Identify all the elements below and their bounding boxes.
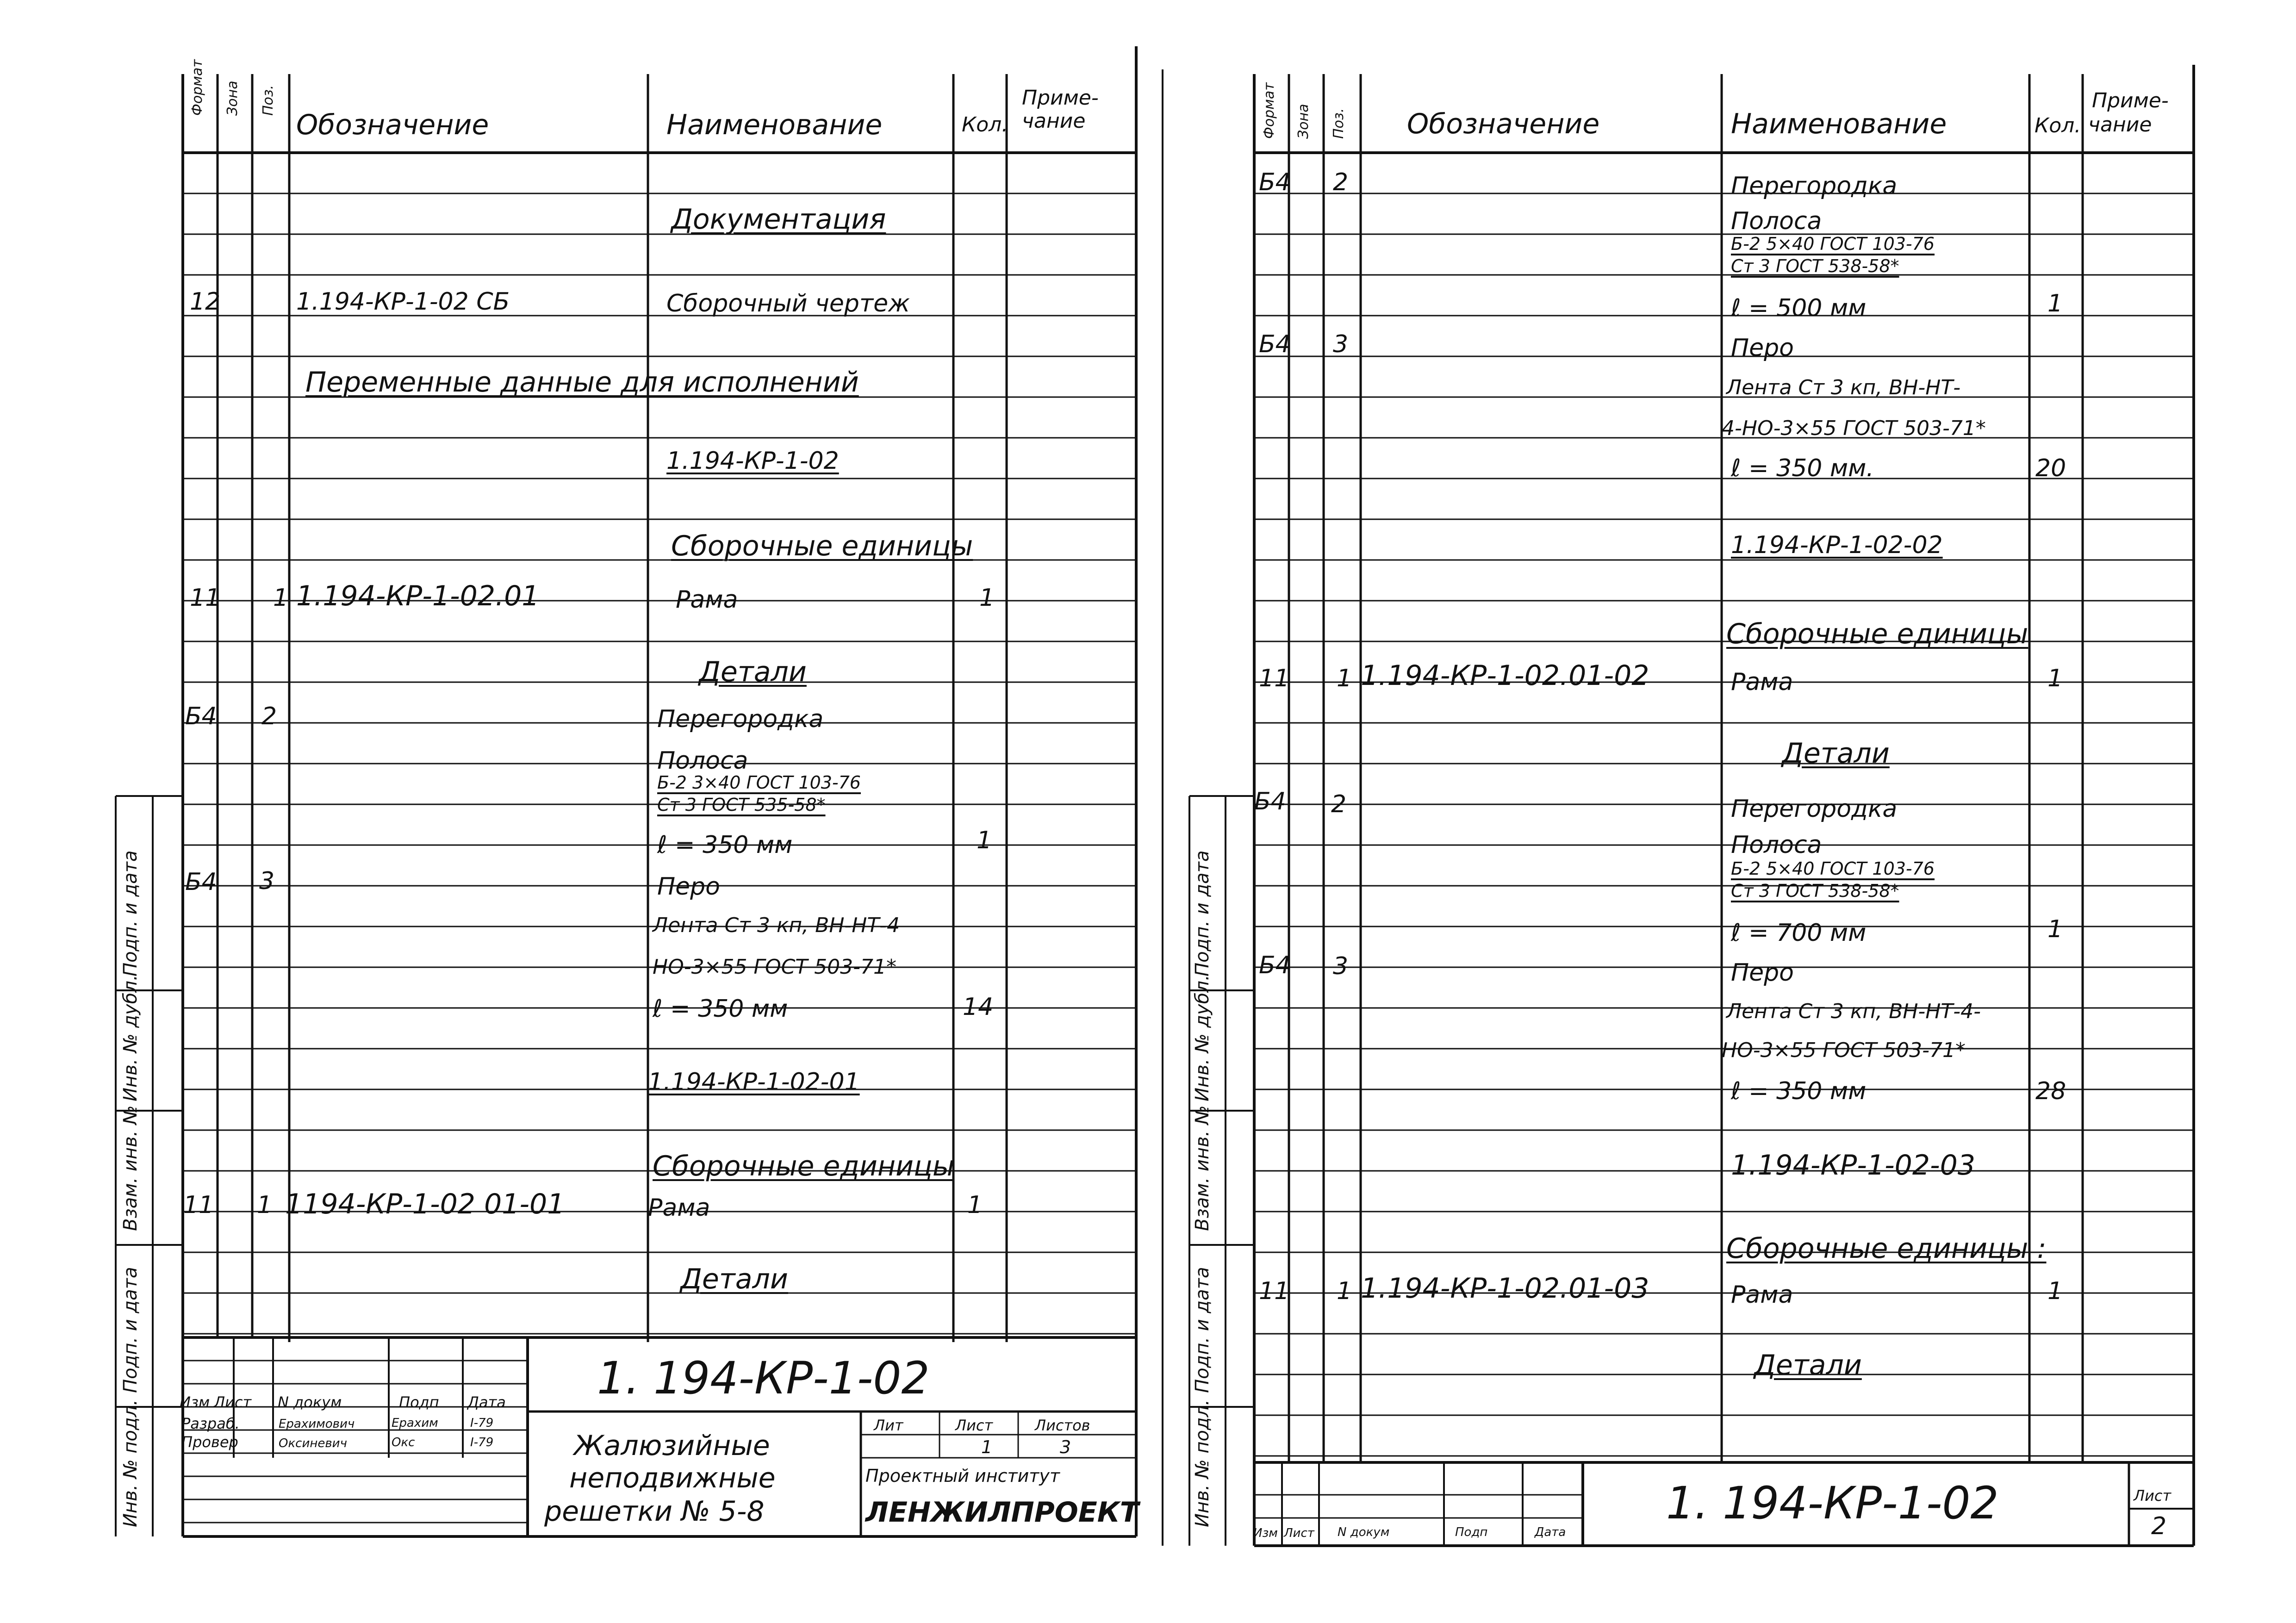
header-designation: Обозначение: [296, 109, 489, 141]
part2-format: Б4: [185, 703, 217, 730]
s2-side-inv-dubl: Инв. № дубл.: [1192, 975, 1213, 1101]
header-format: Формат: [189, 59, 205, 116]
s2-length-350c: ℓ = 350 мм.: [1731, 454, 1874, 482]
tb-col-ndokum: N докум: [278, 1393, 342, 1411]
s2-part2b-format: Б4: [1254, 788, 1286, 815]
frame-b-qty: 1: [967, 1191, 983, 1219]
s2-section-details-c: Детали: [1782, 737, 1890, 770]
s2-length-350d: ℓ = 350 мм: [1731, 1077, 1867, 1105]
s2-strip-a2: Б-2 5×40 ГОСТ 103-76: [1731, 234, 1935, 254]
s2-frame-c-qty: 1: [2047, 665, 2063, 692]
frame-b-name: Рама: [648, 1194, 710, 1222]
s2-tb-list-val: 2: [2151, 1512, 2167, 1540]
side-sign-date-bottom: Подп. и дата: [120, 1267, 141, 1393]
tb-razrab-sign: Ерахим: [392, 1416, 438, 1430]
tb-razrab-date: I-79: [470, 1416, 494, 1430]
s2-part3a-name: Перо: [1731, 334, 1794, 362]
header-zone-2: Зона: [1295, 104, 1312, 139]
tb-lit: Лит: [874, 1417, 903, 1434]
section-details-a: Детали: [699, 656, 807, 688]
tape-1: Лента Ст 3 кп, ВН-НТ-4: [653, 914, 900, 937]
s2-tb-col-izm: Изм: [1253, 1526, 1278, 1540]
tape-2: НО-3×55 ГОСТ 503-71*: [653, 955, 897, 979]
s2-tb-col-data: Дата: [1535, 1525, 1566, 1539]
s2-title-doc-number: 1. 194-КР-1-02: [1666, 1477, 1999, 1529]
section-details-b: Детали: [680, 1263, 788, 1295]
header-qty-2: Кол.: [2035, 114, 2081, 137]
tb-razrab-name: Ерахимович: [279, 1417, 355, 1431]
tb-title-2: неподвижные: [569, 1462, 776, 1494]
s2-frame-c-format: 11: [1259, 665, 1290, 692]
frame-b-format: 11: [183, 1191, 214, 1219]
header-pos: Поз.: [260, 85, 276, 116]
s2-strip-b2: Б-2 5×40 ГОСТ 103-76: [1731, 858, 1935, 879]
s2-length-350d-qty: 28: [2035, 1077, 2066, 1105]
variant-b-title: 1.194-КР-1-02-01: [648, 1068, 860, 1096]
header-name-2: Наименование: [1731, 108, 1947, 140]
s2-side-sign-date-bottom: Подп. и дата: [1192, 1267, 1213, 1393]
s2-frame-d-designation: 1.194-КР-1-02.01-03: [1361, 1272, 1649, 1305]
strip-3: Ст 3 ГОСТ 535-58*: [657, 795, 826, 815]
header-note-2-2: чание: [2088, 113, 2152, 137]
section-documentation: Документация: [671, 203, 886, 236]
s2-length-700-qty: 1: [2047, 915, 2063, 943]
header-format-2: Формат: [1261, 82, 1277, 139]
s2-variant-c-title: 1.194-КР-1-02-02: [1731, 531, 1943, 559]
s2-part3b-pos: 3: [1333, 952, 1349, 980]
frame-a-qty: 1: [979, 584, 995, 612]
header-qty: Кол.: [962, 113, 1008, 137]
row12-name: Сборочный чертеж: [666, 290, 910, 317]
tb-prover: Провер: [181, 1433, 238, 1451]
frame-b-designation: 1194-КР-1-02 01-01: [285, 1188, 565, 1220]
s2-part2b-name: Перегородка: [1731, 795, 1898, 823]
s2-length-500-qty: 1: [2047, 290, 2063, 317]
part2-pos: 2: [261, 703, 277, 730]
s2-frame-c-pos: 1: [1337, 665, 1352, 692]
s2-part2a-name: Перегородка: [1731, 172, 1898, 200]
s2-tb-list-label: Лист: [2134, 1487, 2172, 1505]
s2-strip-b1: Полоса: [1731, 831, 1822, 859]
s2-part3a-pos: 3: [1333, 330, 1349, 358]
tb-col-izm: Изм: [180, 1393, 210, 1411]
s2-tape-a1: Лента Ст 3 кп, ВН-НТ-: [1726, 376, 1961, 399]
tb-col-list: Лист: [214, 1393, 252, 1411]
frame-a-name: Рама: [676, 586, 738, 614]
s2-length-350c-qty: 20: [2035, 454, 2066, 482]
section-assembly-a: Сборочные единицы: [671, 530, 973, 562]
tb-razrab: Разраб.: [181, 1415, 240, 1432]
header-designation-2: Обозначение: [1407, 108, 1600, 140]
header-zone: Зона: [224, 81, 241, 116]
row12-designation: 1.194-КР-1-02 СБ: [296, 288, 510, 316]
tb-title-3: решетки № 5-8: [544, 1495, 765, 1528]
s2-part2a-format: Б4: [1259, 168, 1291, 196]
title-doc-number: 1. 194-КР-1-02: [597, 1352, 930, 1404]
s2-part2a-pos: 2: [1333, 168, 1349, 196]
section-variable-data: Переменные данные для исполнений: [305, 366, 859, 398]
tb-prover-date: I-79: [470, 1436, 494, 1449]
side-vzam-inv: Взам. инв. №: [120, 1105, 141, 1231]
strip-1: Полоса: [657, 747, 748, 775]
s2-strip-a1: Полоса: [1731, 207, 1822, 235]
s2-variant-d-title: 1.194-КР-1-02-03: [1731, 1149, 1976, 1181]
length-350a: ℓ = 350 мм: [657, 831, 793, 859]
frame-b-pos: 1: [257, 1191, 273, 1219]
s2-section-assembly-c: Сборочные единицы: [1726, 618, 2028, 650]
s2-tape-b2: НО-3×55 ГОСТ 503-71*: [1722, 1038, 1966, 1062]
part3-pos: 3: [259, 867, 275, 895]
s2-part3a-format: Б4: [1259, 330, 1291, 358]
header-note-2: чание: [1022, 109, 1086, 133]
frame-a-pos: 1: [273, 584, 289, 612]
s2-part2b-pos: 2: [1331, 790, 1347, 818]
side-sign-date-top: Подп. и дата: [120, 850, 141, 976]
tb-prover-sign: Окс: [392, 1436, 415, 1449]
header-note-1: Приме-: [1022, 86, 1099, 110]
variant-a-title: 1.194-КР-1-02: [666, 447, 839, 475]
s2-part3b-name: Перо: [1731, 959, 1794, 987]
s2-length-500: ℓ = 500 мм: [1731, 294, 1867, 322]
tb-list: Лист: [955, 1417, 993, 1434]
header-pos-2: Поз.: [1331, 108, 1347, 139]
tb-prover-name: Оксиневич: [279, 1436, 347, 1450]
s2-strip-b3: Ст 3 ГОСТ 538-58*: [1731, 881, 1899, 901]
tb-list-val: 1: [981, 1437, 993, 1457]
s2-frame-d-name: Рама: [1731, 1281, 1793, 1309]
s2-length-700: ℓ = 700 мм: [1731, 919, 1867, 947]
frame-a-designation: 1.194-КР-1-02.01: [296, 580, 540, 612]
header-name: Наименование: [666, 109, 883, 141]
s2-part3b-format: Б4: [1259, 951, 1291, 979]
tb-institute-name: ЛЕНЖИЛПРОЕКТ: [865, 1496, 1139, 1529]
s2-frame-d-pos: 1: [1337, 1277, 1352, 1305]
s2-frame-d-qty: 1: [2047, 1277, 2063, 1305]
tb-title-1: Жалюзийные: [574, 1430, 770, 1462]
s2-tb-col-podp: Подп: [1455, 1525, 1488, 1539]
s2-side-vzam-inv: Взам. инв. №: [1192, 1105, 1213, 1231]
header-note-1-2: Приме-: [2092, 89, 2169, 112]
s2-tape-a2: 4-НО-3×55 ГОСТ 503-71*: [1722, 417, 1986, 440]
tb-listov-val: 3: [1060, 1437, 1071, 1457]
s2-frame-c-name: Рама: [1731, 668, 1793, 696]
s2-tape-b1: Лента Ст 3 кп, ВН-НТ-4-: [1726, 1000, 1981, 1023]
s2-section-details-d: Детали: [1754, 1349, 1862, 1381]
tb-listov: Листов: [1035, 1417, 1090, 1434]
length-350b: ℓ = 350 мм: [653, 995, 788, 1023]
s2-frame-c-designation: 1.194-КР-1-02.01-02: [1361, 659, 1649, 692]
s2-tb-col-ndokum: N докум: [1338, 1525, 1390, 1539]
s2-tb-col-list: Лист: [1284, 1526, 1314, 1540]
row12-format: 12: [190, 288, 221, 316]
length-350b-qty: 14: [963, 993, 994, 1021]
s2-section-assembly-d: Сборочные единицы :: [1726, 1232, 2047, 1265]
part3-format: Б4: [185, 868, 217, 896]
section-assembly-b: Сборочные единицы: [653, 1150, 955, 1182]
side-inv-dubl: Инв. № дубл.: [120, 975, 141, 1101]
tb-institute-label: Проектный институт: [865, 1466, 1060, 1486]
part3-name: Перо: [657, 873, 720, 901]
side-inv-podl: Инв. № подл.: [120, 1399, 141, 1527]
length-350a-qty: 1: [977, 827, 992, 854]
tb-col-data: Дата: [467, 1393, 506, 1411]
tb-col-podp: Подп: [399, 1393, 439, 1411]
s2-side-inv-podl: Инв. № подл.: [1192, 1399, 1213, 1527]
s2-side-sign-date-top: Подп. и дата: [1192, 850, 1213, 976]
part2-name: Перегородка: [657, 705, 824, 733]
s2-frame-d-format: 11: [1259, 1277, 1290, 1305]
frame-a-format: 11: [190, 584, 221, 612]
s2-strip-a3: Ст 3 ГОСТ 538-58*: [1731, 256, 1899, 276]
strip-2: Б-2 3×40 ГОСТ 103-76: [657, 772, 861, 793]
